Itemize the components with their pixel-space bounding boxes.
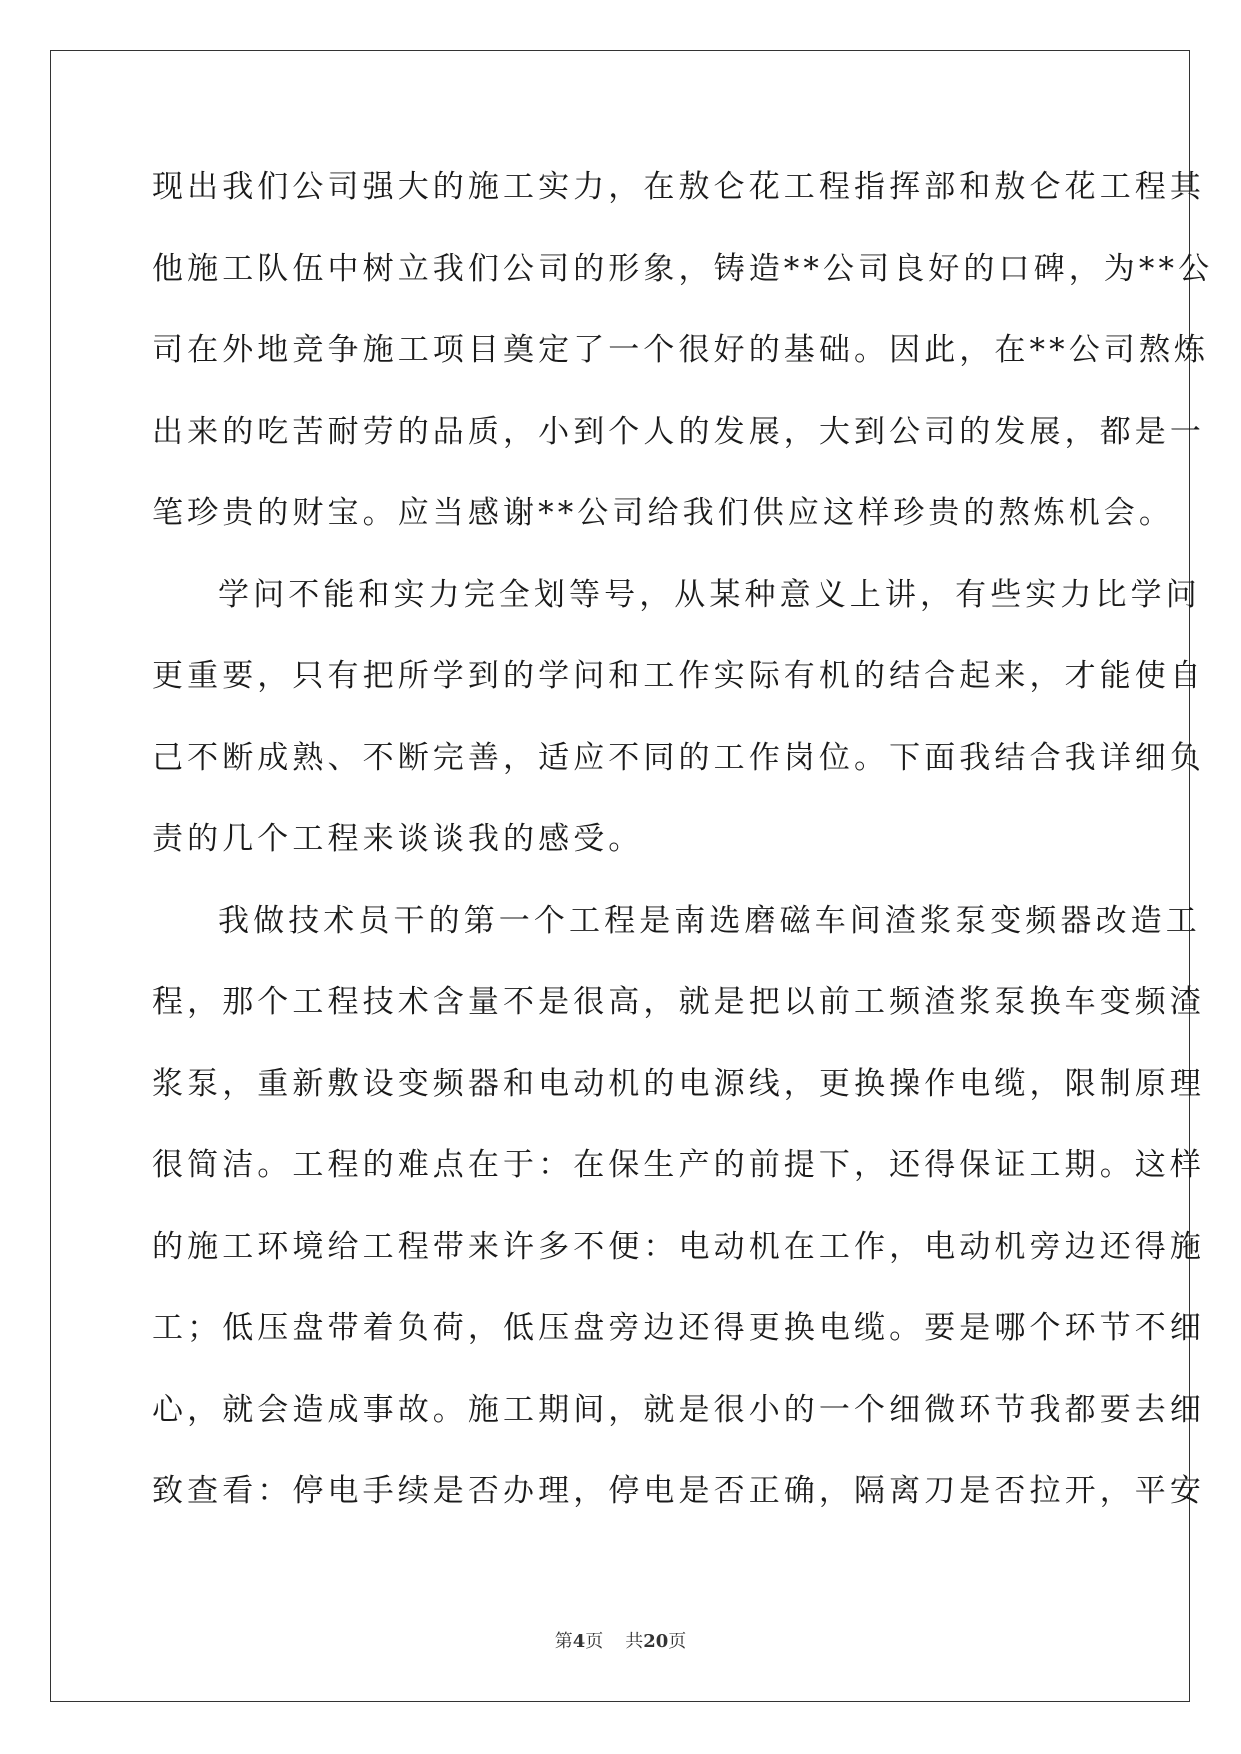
text-line: 出来的吃苦耐劳的品质，小到个人的发展，大到公司的发展，都是一 xyxy=(152,413,1205,450)
total-suffix: 页 xyxy=(668,1631,687,1652)
paragraph-1 xyxy=(152,147,1214,555)
text-line: 心，就会造成事故。施工期间，就是很小的一个细微环节我都要去细 xyxy=(152,1391,1205,1428)
text-line: 更重要，只有把所学到的学问和工作实际有机的结合起来，才能使自 xyxy=(152,658,1205,694)
text-line: 司在外地竞争施工项目奠定了一个很好的基础。因此，在**公司熬炼 xyxy=(152,332,1210,368)
text-line: 我做技术员干的第一个工程是南选磨磁车间渣浆泵变频器改造工 xyxy=(218,902,1201,939)
text-line: 责的几个工程来谈谈我的感受。 xyxy=(152,821,644,857)
text-line: 工；低压盘带着负荷，低压盘旁边还得更换电缆。要是哪个环节不细 xyxy=(152,1310,1205,1346)
text-line: 现出我们公司强大的施工实力，在敖仑花工程指挥部和敖仑花工程其 xyxy=(152,169,1205,205)
page-number: 4 xyxy=(572,1631,586,1652)
text-line: 学问不能和实力完全划等号，从某种意义上讲，有些实力比学问 xyxy=(218,576,1201,613)
text-line: 浆泵，重新敷设变频器和电动机的电源线，更换操作电缆，限制原理 xyxy=(152,1065,1205,1102)
total-prefix: 共 xyxy=(625,1631,644,1652)
paragraph-2 xyxy=(152,555,1205,881)
text-line: 笔珍贵的财宝。应当感谢**公司给我们供应这样珍贵的熬炼机会。 xyxy=(152,495,1174,531)
text-line: 的施工环境给工程带来许多不便：电动机在工作，电动机旁边还得施 xyxy=(152,1228,1205,1265)
text-line: 己不断成熟、不断完善，适应不同的工作岗位。下面我结合我详细负 xyxy=(152,739,1205,776)
page-suffix: 页 xyxy=(585,1631,604,1652)
paragraph-3 xyxy=(152,881,1205,1533)
text-line: 致查看：停电手续是否办理，停电是否正确，隔离刀是否拉开，平安 xyxy=(152,1473,1205,1509)
text-line: 很简洁。工程的难点在于：在保生产的前提下，还得保证工期。这样 xyxy=(152,1147,1205,1183)
page-footer xyxy=(0,1627,1241,1653)
text-line: 他施工队伍中树立我们公司的形象，铸造**公司良好的口碑，为**公 xyxy=(152,250,1214,287)
text-line: 程，那个工程技术含量不是很高，就是把以前工频渣浆泵换车变频渣 xyxy=(152,984,1205,1020)
document-body xyxy=(152,147,1214,1533)
total-pages: 20 xyxy=(643,1631,669,1652)
page-prefix: 第 xyxy=(554,1631,573,1652)
